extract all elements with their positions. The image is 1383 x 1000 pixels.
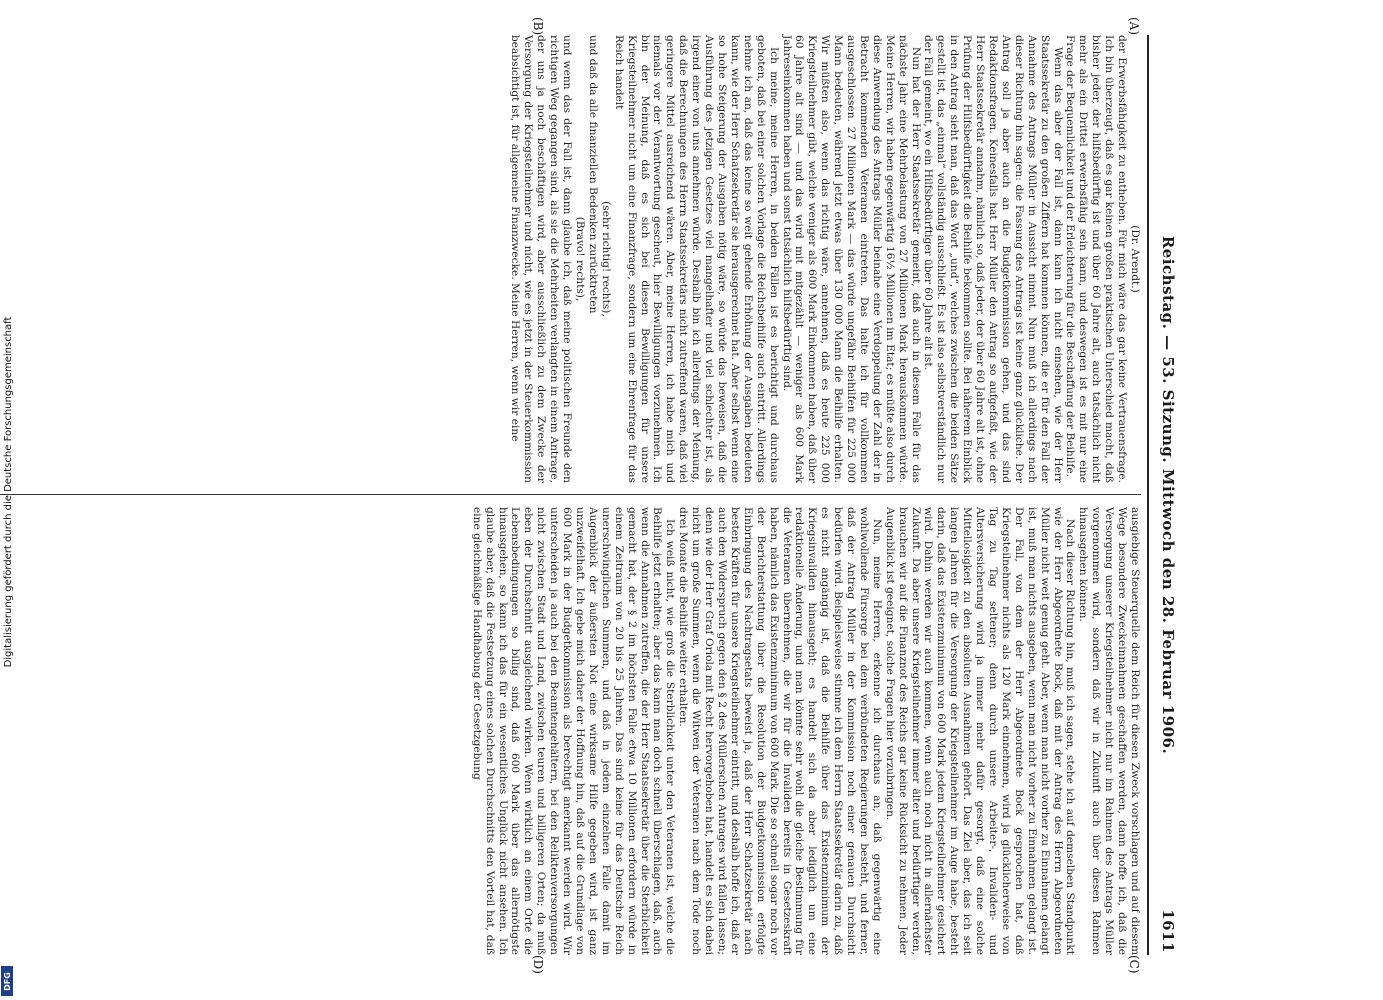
paragraph: Nach dieser Richtung hin, muß ich sagen, stehe ich auf demselben Standpunkt wie der Herr Abgeordnete Bock, daß mit der Antrag des Herrn Abgeordneten Müller nicht weit genug geht. Aber, wenn man nicht vorher zu Einnahmen gelangt ist, muß man nichts ausgeben, wenn man nicht vorher zu Einnahmen gelangt ist. Der Fall, von dem der Herr Abgeordnete Bock gesprochen hat, daß Kriegsteilnehmer nichts als 120 Mark einnehmen, wird ja glücklicherweise von Tag zu Tag seltener; denn durch unsere Arbeiter-, Invaliden- und Altersversicherung wird ja immer mehr dafür gesorgt, daß eine solche Mittellosigkeit zu den absoluten Ausnahmen gehört. Das Ziel aber, das ich seit langen Jahren für die Versorgung der Kriegsteilnehmer im Auge habe, besteht darin, daß das Existenzminimum von 600 Mark jedem Kriegsteilnehmer gesichert wird. Dahin werden wir auch kommen, wenn auch noch nicht in allernächster Zukunft. Da aber unsere Kriegsteilnehmer immer älter und bedürftiger werden, brauchen wir auf die Finanznot des Reichs gar keine Rücksicht zu nehmen. Jeder Augenblick ist geeignet, solche Fragen hier vorzubringen. <box>883 507 1077 955</box>
right-column <box>470 507 1141 955</box>
paragraph: und wenn das der Fall ist, dann glaube ich, daß meine politischen Freunde den richtigen Weg gegangen sind, als sie die Mehrheiten verlangten in einem Antrage, der uns ja noch beschäftigen wird, aber ausschließlich zu dem Zwecke der Versorgung der Kriegsteilnehmer und nicht, wie es jetzt in der Steuerkommission beabsichtigt ist, für allgemeine Finanzwecke. Meine Herren, wenn wir eine <box>509 35 574 483</box>
left-column <box>509 35 1141 483</box>
paragraph: Wenn das aber der Fall ist, dann kann ich nicht einsehen, wie der Herr Staatssekretär zu den großen Ziffern hat kommen können, die er für den Fall der Annahme des Antrags Müller in Aussicht nimmt. Nun muß ich allerdings nach dieser Richtung hin sagen: die Fassung des Antrags ist keine ganz glückliche. Der Antrag soll ja aber auch an die Budgetkommission gehen, und das sind Redaktionsfragen. Keinesfalls hat Herr Müller den Antrag so aufgefaßt, wie der Herr Staatssekretär annahm, nämlich so, daß jeder, der über 60 Jahre alt ist, ohne Prüfung der Hilfsbedürftigkeit die Beihilfe bekommen sollte. Bei näherem Einblick in den Antrag sieht man, daß das Wort „und“, welches zwischen die beiden Sätze gestellt ist, das „einmal“ vollständig ausschließt. Es ist also selbstverständlich nur der Fall gemeint, wo ein Hilfsbedürftiger über 60 Jahre alt ist. <box>922 35 1064 483</box>
page-header <box>1153 37 1177 953</box>
dfg-logo-text: DFG <box>2 971 12 991</box>
paragraph: und daß da alle finanziellen Bedenken zurücktreten <box>586 35 599 314</box>
column-divider <box>0 494 1141 495</box>
margin-marker-a: (A) <box>1127 17 1141 36</box>
margin-marker-c: (C) <box>1127 955 1141 974</box>
margin-marker-d: (D) <box>531 955 545 974</box>
scanned-page <box>0 17 1185 974</box>
paragraph: Nun, meine Herren, erkenne ich durchaus an, daß gegenwärtig eine wohlwollende Fürsorge bei dem verbündeten Regierungen besteht, und ferner, daß der Antrag Müller in der Kommission noch einer genauen Durchsicht bedürfen wird. Beispielsweise stimme ich dem Herrn Staatssekretär darin zu, daß es nicht angängig ist, daß die Beihilfe über das Existenzminimum der Kriegsinvaliden hinausgeht; es handelt sich da aber lediglich um eine redaktionelle Änderung, und man könnte sehr wohl die gleiche Bestimmung für die Veteranen übernehmen, die wir für die Invaliden bereits in Gesetzeskraft haben, nämlich das Existenzminimum von 600 Mark. Die so schnell sogar noch vor der Berichterstattung über die Resolution der Budgetkommission erfolgte Einbringung des Nachtragsetats beweist ja, daß der Herr Schatzsekretär nach besten Kräften für unsere Kriegsteilnehmer eintritt, und deshalb hoffe ich, daß er auch den Widerspruch gegen den § 2 des Müllerschen Antrages wird fallen lassen; denn wie der Herr Graf Oriola mit Recht hervorgehoben hat, handelt es sich dabei nicht um große Summen, wenn die Witwen der Veteranen nach dem Tode noch drei Monate die Beihilfe weiter erhalten. <box>677 507 883 955</box>
paragraph: ausgiebige Steuerquelle dem Reich für diesen Zweck vorschlagen und auf diesem Wege besondere Zweckeinnahmen geschaffen werden, dann hoffe ich, daß die Versorgung unserer Kriegsteilnehmer nicht nur im Rahmen des Antrags Müller vorgenommen wird, sondern daß wir in Zukunft auch über diesen Rahmen hinausgehen können. <box>1077 507 1141 955</box>
interjection: (Bravo! rechts), <box>574 216 587 302</box>
running-title: Reichstag. — 53. Sitzung. Mittwoch den 28. Februar 1906. <box>1159 235 1177 755</box>
paragraph: Nun hat der Herr Staatssekretär gemeint, daß auch in diesem Falle für das nächste Jahr eine Mehrbelastung von 27 Millionen Mark herauskommen würde. Meine Herren, wir haben gegenwärtig 16½ Millionen im Etat; es müßte also durch diese Anwendung des Antrags Müller beinahe eine Verdoppelung der Zahl der in Betracht kommenden Veteranen eintreten. Das halte ich für vollkommen ausgeschlossen. 27 Millionen Mark — das würde ungefähr Beihilfen für 225 000 Mann bedeuten, während jetzt etwas über 130 000 Mann die Beihilfe erhalten. Wir müßten also, wenn das richtig wäre, annehmen, daß es heute 225 000 Kriegsteilnehmer gibt, welche weniger als 600 Mark Einkommen haben, daß über 60 Jahre alt sind — und das wird mit mitgezählt — weniger als 600 Mark Jahreseinkommen haben und sonst tatsächlich hilfsbedürftig sind. <box>780 35 922 483</box>
interjection: (sehr richtig! rechts), <box>599 201 612 317</box>
margin-marker-b: (B) <box>531 17 545 36</box>
dfg-logo <box>1 966 13 996</box>
speaker-name: (Dr. Arendt.) <box>1129 225 1141 293</box>
digitization-credit: Digitalisierung gefördert durch die Deutsche Forschungsgemeinschaft <box>3 316 14 668</box>
paragraph: der Erwerbsfähigkeit zu entheben. Für mich wäre das gar keine Vertrauensfrage. Ich bin überzeugt, daß es gar keinen großen praktischen Unterschied macht, daß bisher jeder, der hilfsbedürftig ist und über 60 Jahre alt, auch tatsächlich nicht mehr als ein Drittel erwerbsfähig sein kann, und deswegen ist es mit nur eine Frage der Bequemlichkeit und der Erleichterung für die Beschaffung der Beihilfe. <box>1064 35 1129 483</box>
paragraph: Ich weiß nicht, wie groß die Sterblichkeit unter den Veteranen ist, welche die Beihilfe jetzt erhalten; aber das kann man doch schnell überschlagen, daß, auch wenn die Annahmen zutreffen, die der Herr Staatssekretär über die Sterblichkeit gemacht hat, der § 2 im höchsten Falle etwa 10 Millionen erfordern würde in einem Zeitraum von 20 bis 25 Jahren. Das sind keine für das Deutsche Reich unerschwinglichen Summen, und daß in jedem einzelnen Falle damit im Augenblick der äußersten Not eine wirksame Hilfe gegeben wird, ist ganz unzweifelhaft. Ich gebe mich daher der Hoffnung hin, daß auf die Grundlage von 600 Mark in der Budgetkommission als berechtigt anerkannt werden wird. Wir unterscheiden ja auch bei den Beamtengehältern, bei den Reliktenversorgungen nicht zwischen Stadt und Land, zwischen teuren und billigeren Orten; da muß eben der Durchschnitt ausgleichend wirken. Wenn wirklich an einem Orte die Lebensbedingungen so billig sind, daß 600 Mark über das allernötigste hinausgehen, so kann ich das für ein wesentliches Unglück nicht ansehen. Ich glaube aber, daß die Festsetzung eines solchen Durchschnitts den Vorteil hat, daß eine gleichmäßige Handhabung der Gesetzgebung <box>470 507 677 955</box>
header-rule <box>1147 35 1149 955</box>
paragraph: Ich meine, meine Herren, in beiden Fällen ist es berichtigt und durchaus geboten, daß bei einer solchen Vorlage die Reichsbeihilfe auch eintritt. Allerdings nehme ich an, daß das keine so weit gehende Erhöhung der Ausgaben bedeuten kann, wie der Herr Schatzsekretär sie herausgerechnet hat. Aber selbst wenn eine so hohe Steigerung der Ausgaben nötig wäre, so würde das beweisen, daß die Ausführung des jetzigen Gesetzes viel mangelhafter und viel schlechter ist, als irgend einer von uns annehmen würde. Deshalb bin ich allerdings der Meinung, daß die Berechnungen des Herrn Staatssekretärs nicht zutreffend waren, daß viel geringere Mittel ausreichend wären. Aber, meine Herren, ich habe mich und niemals vor der Verantwortung gescheut, hier Bewilligungen vorzunehmen. Ich bin der Meinung, daß es sich bei diesen Bewilligungen für unsere Kriegsteilnehmer nicht um eine Finanzfrage, sondern um eine Ehrenfrage für das Reich handelt <box>612 35 780 483</box>
page-number: 1611 <box>1159 909 1177 953</box>
